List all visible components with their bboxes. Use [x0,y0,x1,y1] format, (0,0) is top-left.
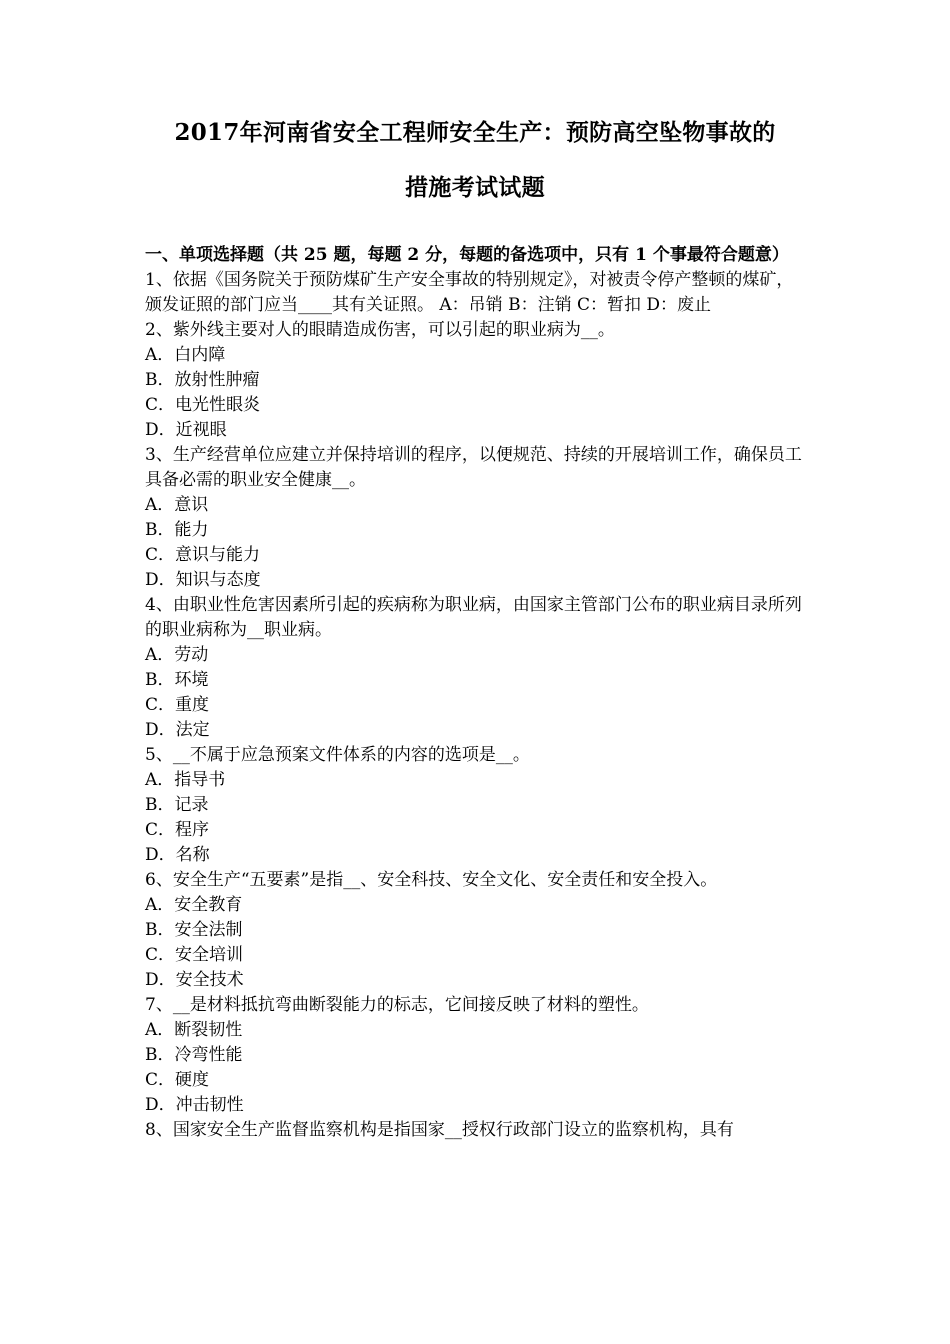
question-4 [145,593,810,743]
option-a: A．安全教育 [145,895,243,915]
question-stem: 6、安全生产“五要素”是指__、安全科技、安全文化、安全责任和安全投入。 [145,870,718,890]
question-stem: 2、紫外线主要对人的眼睛造成伤害，可以引起的职业病为__。 [145,320,615,340]
option-a: A．断裂韧性 [145,1020,243,1040]
document-title-line-2: 措施考试试题 [405,174,545,201]
question-8 [145,1118,810,1143]
option-a: A．白内障 [145,345,226,365]
question-3 [145,443,810,593]
option-c: C．硬度 [145,1070,210,1090]
option-b: B．能力 [145,520,209,540]
option-d: D．知识与态度 [145,570,261,590]
document-title-line-1: 2017年河南省安全工程师安全生产：预防高空坠物事故的 [174,119,776,146]
option-d: D．近视眼 [145,420,227,440]
question-6 [145,868,810,993]
question-stem: 5、__不属于应急预案文件体系的内容的选项是__。 [145,745,530,765]
question-stem: 3、生产经营单位应建立并保持培训的程序，以便规范、持续的开展培训工作，确保员工具备必需的职业安全健康__。 [145,445,802,490]
option-c: C．电光性眼炎 [145,395,261,415]
question-stem: 7、__是材料抵抗弯曲断裂能力的标志，它间接反映了材料的塑性。 [145,995,649,1015]
question-7 [145,993,810,1118]
option-c: C．重度 [145,695,210,715]
question-2 [145,318,810,443]
option-d: D．法定 [145,720,210,740]
option-b: B．放射性肿瘤 [145,370,260,390]
option-d: D．名称 [145,845,210,865]
question-stem: 8、国家安全生产监督监察机构是指国家__授权行政部门设立的监察机构，具有 [145,1120,734,1140]
option-b: B．安全法制 [145,920,243,940]
option-c: C．意识与能力 [145,545,261,565]
question-5 [145,743,810,868]
section-heading: 一、单项选择题（共 25 题，每题 2 分，每题的备选项中，只有 1 个事最符合题意） [145,245,789,265]
option-a: A．意识 [145,495,209,515]
option-c: C．程序 [145,820,210,840]
option-c: C．安全培训 [145,945,244,965]
option-b: B．环境 [145,670,209,690]
question-1 [145,268,810,318]
question-stem: 1、依据《国务院关于预防煤矿生产安全事故的特别规定》，对被责令停产整顿的煤矿，颁发证照的部门应当____其有关证照。 A：吊销 B：注销 C：暂扣 D：废止 [145,270,794,315]
option-b: B．记录 [145,795,209,815]
option-b: B．冷弯性能 [145,1045,243,1065]
option-a: A．劳动 [145,645,209,665]
document-body [145,243,810,1143]
option-d: D．冲击韧性 [145,1095,244,1115]
option-a: A．指导书 [145,770,226,790]
question-stem: 4、由职业性危害因素所引起的疾病称为职业病，由国家主管部门公布的职业病目录所列的职业病称为__职业病。 [145,595,802,640]
option-d: D．安全技术 [145,970,244,990]
